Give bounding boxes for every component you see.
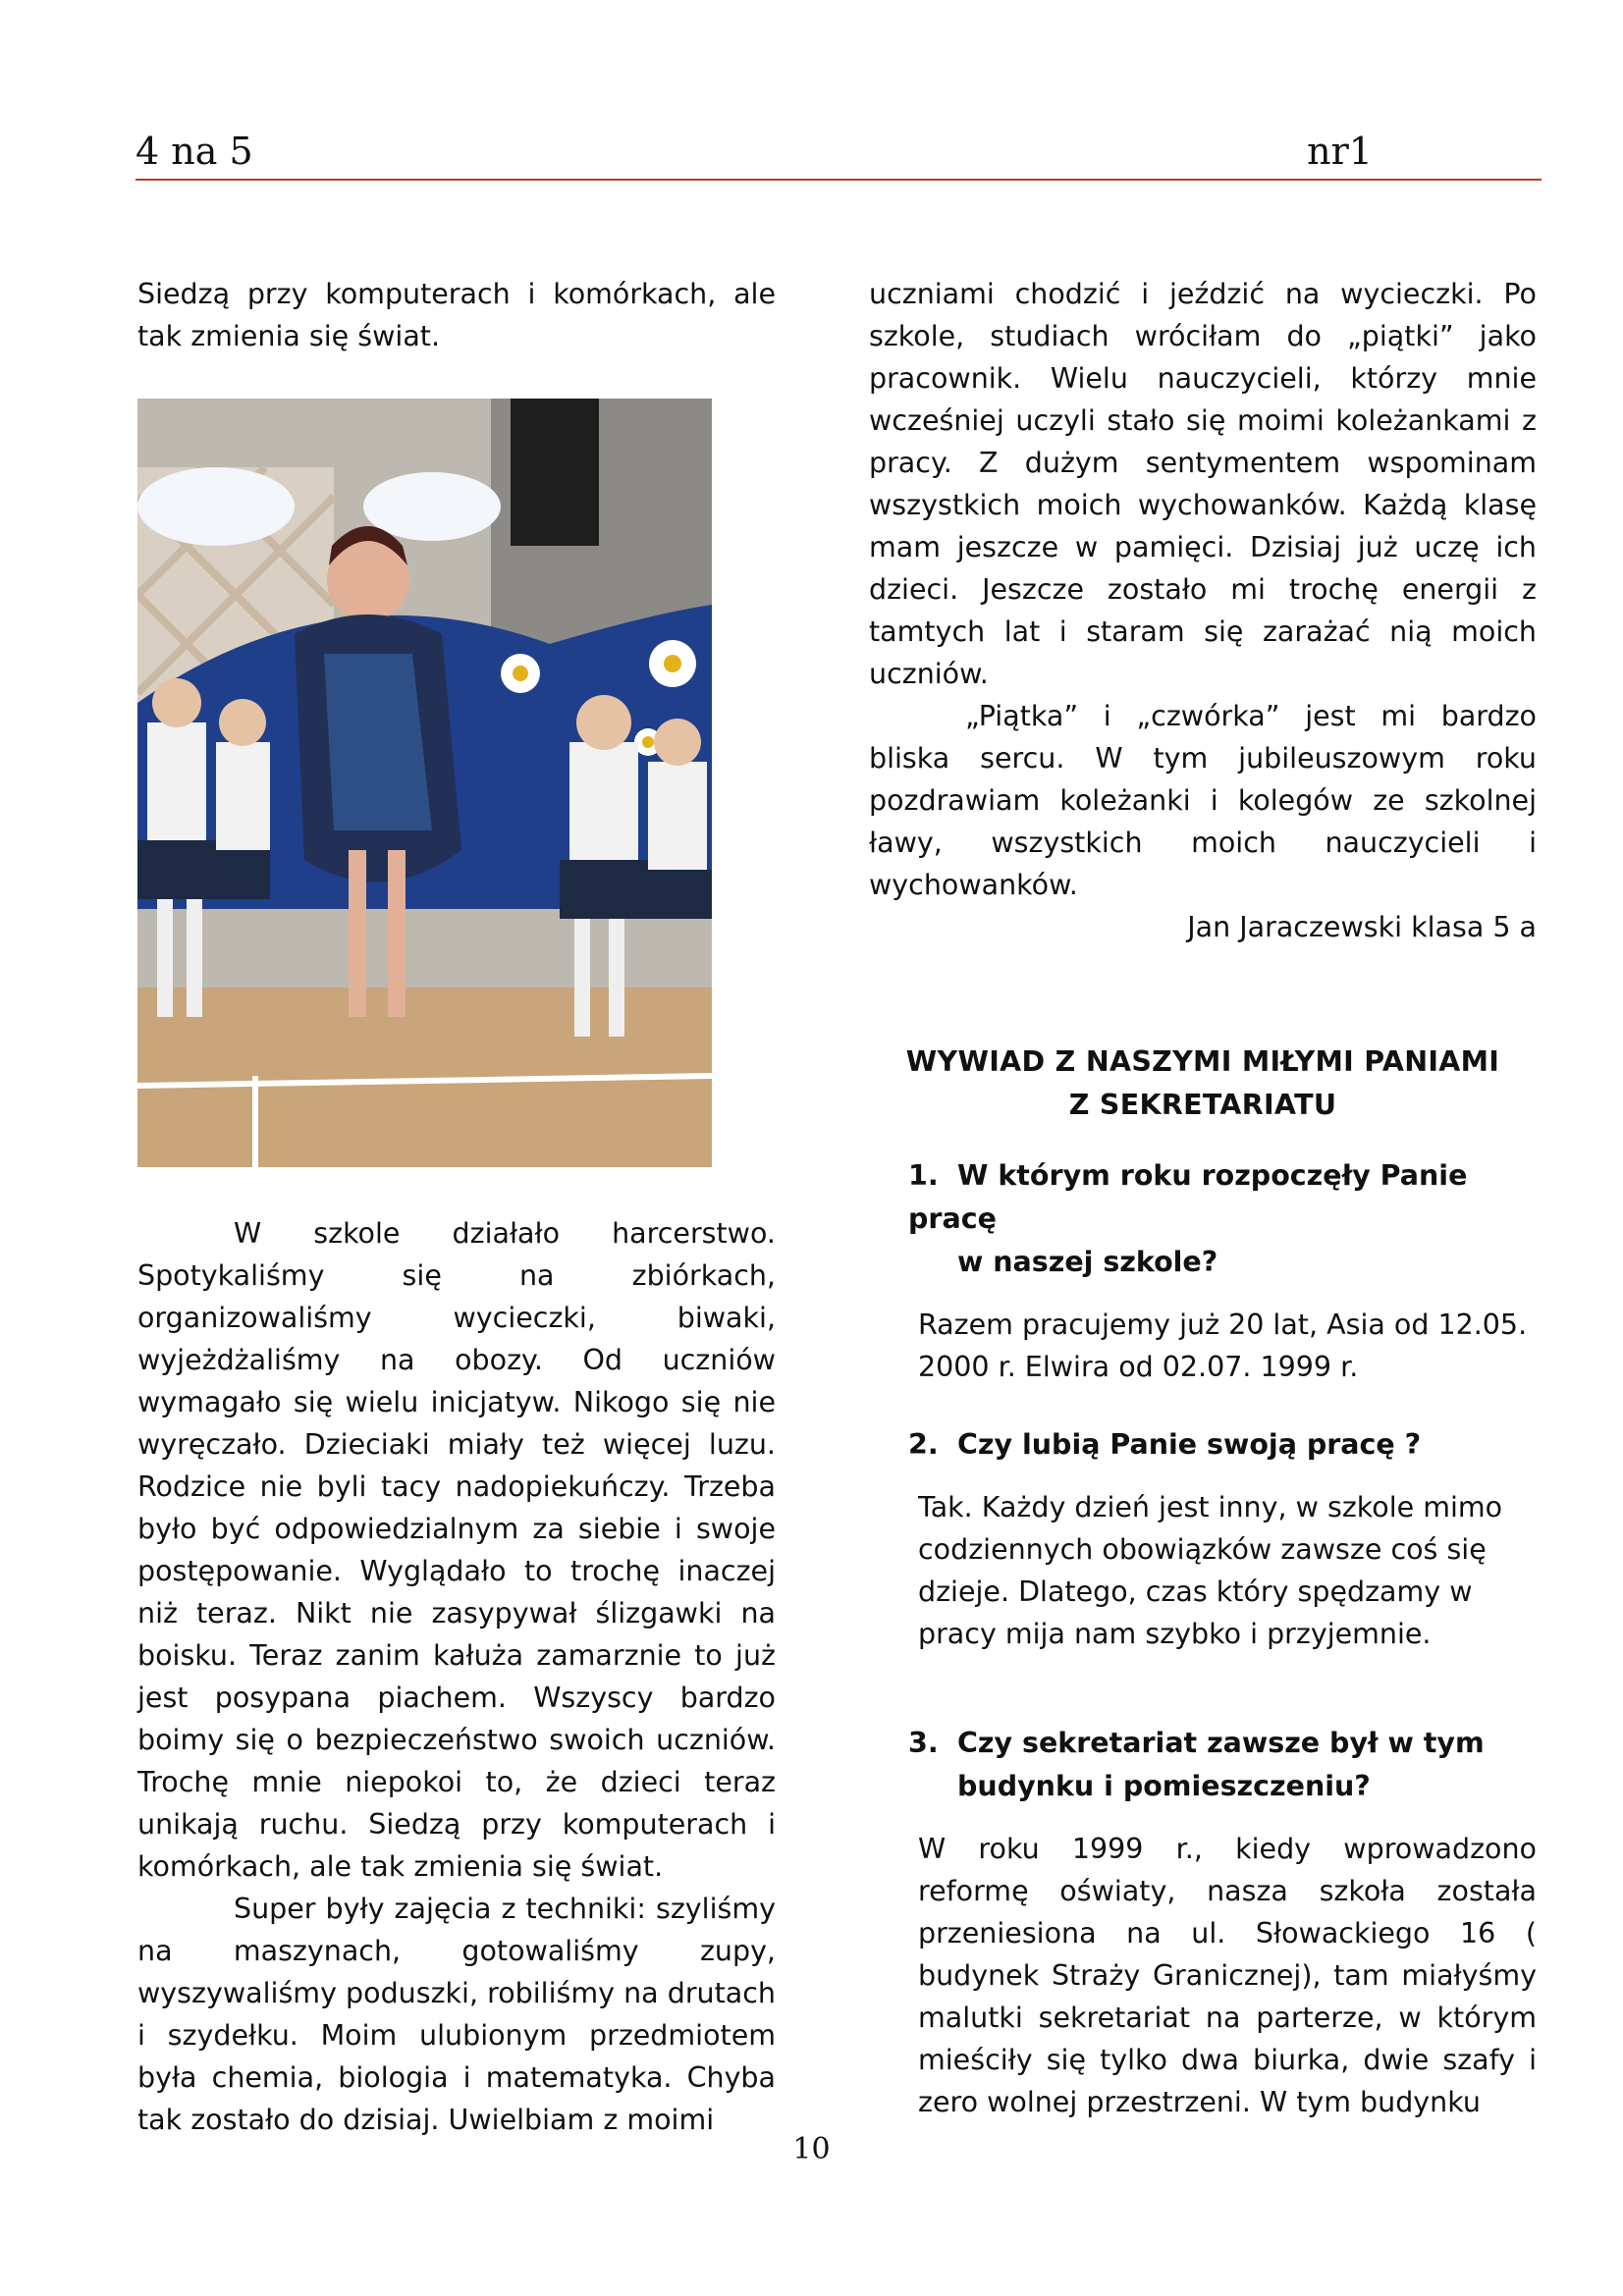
question-3-number: 3. bbox=[908, 1727, 939, 1759]
question-1-text-line1: W którym roku rozpoczęły Panie pracę bbox=[908, 1159, 1468, 1235]
question-2-text: Czy lubią Panie swoją pracę ? bbox=[957, 1428, 1422, 1461]
left-paragraph-technika: Super były zajęcia z techniki: szyliśmy na maszynach, gotowaliśmy zupy, wyszywaliśmy poduszki, robiliśmy na drutach i szydełku. Moim ulubionym przedmiotem była chemia, biologia i matematyka. Chyba tak zostało do dzisiaj. Uwielbiam z moimi bbox=[137, 1893, 776, 2136]
left-paragraph-harcerstwo: W szkole działało harcerstwo. Spotykaliśmy się na zbiórkach, organizowaliśmy wycieczki, biwaki, wyjeżdżaliśmy na obozy. Od uczniów wymagało się wielu inicjatyw. Nikogo się nie wyręczało. Dzieciaki miały też więcej luzu. Rodzice nie byli tacy nadopiekuńczy. Trzeba było być odpowiedzialnym za siebie i swoje postępowanie. Wyglądało to trochę inaczej niż teraz. Nikt nie zasypywał ślizgawki na boisku. Teraz zanim kałuża zamarznie to już jest posypana piachem. Wszyscy bardzo boimy się o bezpieczeństwo swoich uczniów. Trochę mnie niepokoi to, że dzieci teraz unikają ruchu. Siedzą przy komputerach i komórkach, ale tak zmienia się świat. bbox=[137, 1217, 776, 1883]
answer-3: W roku 1999 r., kiedy wprowadzono reformę oświaty, nasza szkoła została przeniesiona na ul. Słowackiego 16 ( budynek Straży Granicznej), tam miałyśmy malutki sekretariat na parterze, w którym mieściły się tylko dwa biurka, dwie szafy i zero wolnej przestrzeni. W tym budynku bbox=[918, 1833, 1537, 2118]
question-2-number: 2. bbox=[908, 1428, 939, 1461]
event-photo bbox=[137, 399, 712, 1167]
photo-illustration bbox=[137, 399, 712, 1167]
question-1-text-line2: w naszej szkole? bbox=[957, 1246, 1218, 1278]
question-3-text-line1: Czy sekretariat zawsze był w tym bbox=[957, 1727, 1485, 1759]
left-intro-paragraph: Siedzą przy komputerach i komórkach, ale tak zmienia się świat. bbox=[137, 278, 776, 352]
question-2 bbox=[908, 1423, 1537, 1467]
right-column-top bbox=[869, 273, 1537, 948]
question-3-text-line2: budynku i pomieszczeniu? bbox=[957, 1770, 1371, 1802]
right-paragraph-memories: uczniami chodzić i jeździć na wycieczki. Po szkole, studiach wróciłam do „piątki” jako pracownik. Wielu nauczycieli, którzy mnie wcześniej uczyli stało się moimi koleżankami z pracy. Z dużym sentymentem wspominam wszystkich moich wychowanków. Każdą klasę mam jeszcze w pamięci. Dzisiaj już uczę ich dzieci. Jeszcze zostało mi trochę energii z tamtych lat i staram się zarażać nią moich uczniów. bbox=[869, 278, 1537, 690]
page-number: 10 bbox=[792, 2132, 831, 2166]
page-header bbox=[135, 126, 1542, 181]
right-paragraph-greetings: „Piątka” i „czwórka” jest mi bardzo bliska sercu. W tym jubileuszowym roku pozdrawiam koleżanki i kolegów ze szkolnej ławy, wszystkich moich nauczycieli i wychowanków. bbox=[869, 700, 1537, 901]
question-1 bbox=[908, 1154, 1537, 1284]
answer-1: Razem pracujemy już 20 lat, Asia od 12.05. 2000 r. Elwira od 02.07. 1999 r. bbox=[918, 1308, 1528, 1383]
section-spacer bbox=[869, 1655, 1537, 1694]
author-signature: Jan Jaraczewski klasa 5 a bbox=[1187, 911, 1537, 943]
interview-section bbox=[869, 1041, 1537, 2123]
answer-2: Tak. Każdy dzień jest inny, w szkole mimo codziennych obowiązków zawsze coś się dzieje. Dlatego, czas który spędzamy w pracy mija nam szybko i przyjemnie. bbox=[918, 1491, 1503, 1650]
question-1-number: 1. bbox=[908, 1159, 939, 1192]
issue-number: nr1 bbox=[1307, 130, 1373, 173]
interview-title-line1: WYWIAD Z NASZYMI MIŁYMI PANIAMI bbox=[905, 1045, 1500, 1078]
interview-title-line2: Z SEKRETARIATU bbox=[1068, 1089, 1337, 1121]
left-column-bottom bbox=[137, 1212, 776, 2141]
left-column-top bbox=[137, 273, 776, 357]
question-3 bbox=[908, 1722, 1537, 1808]
newsletter-title: 4 na 5 bbox=[135, 130, 253, 173]
